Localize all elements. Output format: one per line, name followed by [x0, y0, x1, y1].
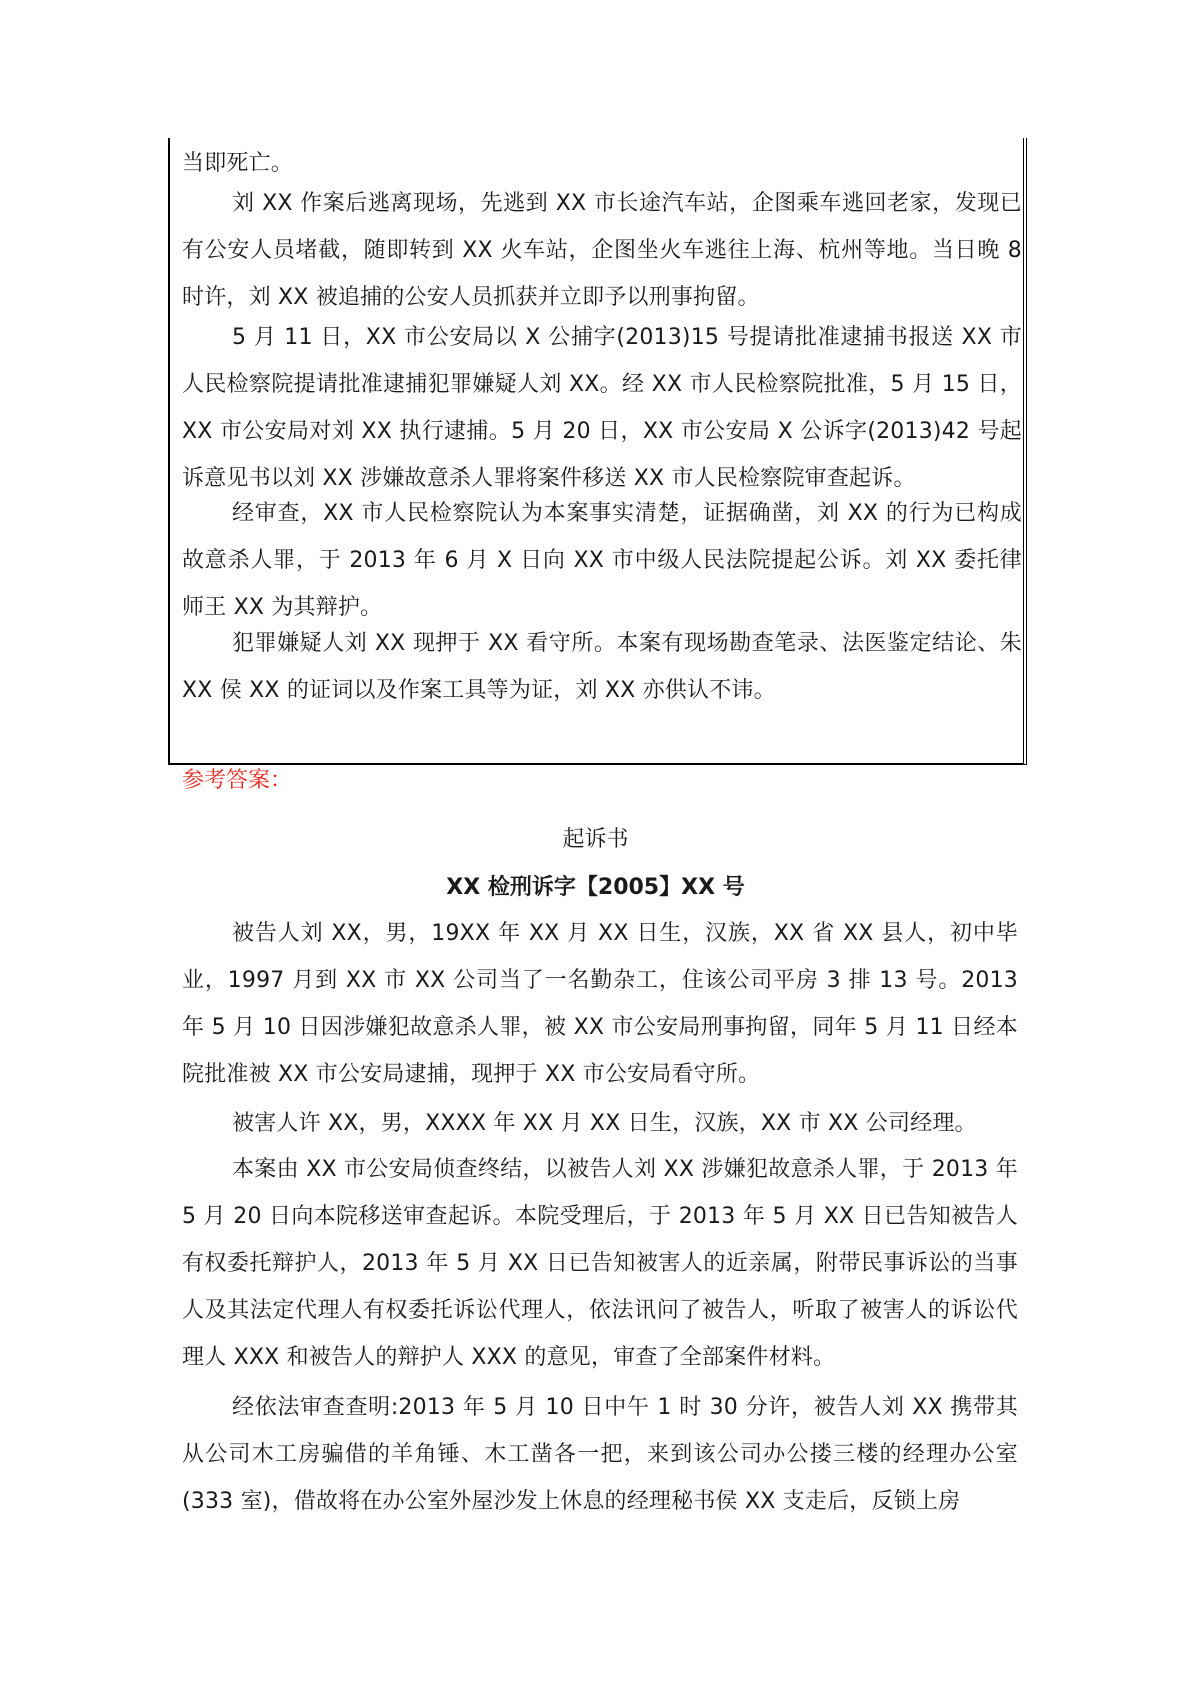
case-paragraph: 5 月 11 日，XX 市公安局以 X 公捕字(2013)15 号提请批准逮捕书报送 XX 市人民检察院提请批准逮捕犯罪嫌疑人刘 XX。经 XX 市人民检察院批准，5 月 15 日，XX 市公安局对刘 XX 执行逮捕。5 月 20 日，XX 市公安局 X 公诉字(2013)42 号起诉意见书以刘 XX 涉嫌故意杀人罪将案件移送 XX 市人民检察院审查起诉。 [182, 325, 1022, 491]
indictment-paragraph: 经依法审查查明:2013 年 5 月 10 日中午 1 时 30 分许，被告人刘 XX 携带其从公司木工房骗借的羊角锤、木工凿各一把，来到该公司办公搂三楼的经理办公室(333 室)，借故将在办公室外屋沙发上休息的经理秘书侯 XX 支走后，反锁上房 [182, 1395, 1018, 1514]
case-paragraph: 经审查，XX 市人民检察院认为本案事实清楚，证据确凿，刘 XX 的行为已构成故意杀人罪，于 2013 年 6 月 X 日向 XX 市中级人民法院提起公诉。刘 XX 委托律师王 XX 为其辩护。 [182, 501, 1022, 620]
indictment-paragraph: 被害人许 XX，男，XXXX 年 XX 月 XX 日生，汉族，XX 市 XX 公司经理。 [232, 1111, 977, 1136]
case-paragraph: 当即死亡。 [182, 151, 294, 176]
document-title: 起诉书 [562, 827, 629, 852]
document-number: XX 检刑诉字【2005】XX 号 [446, 875, 745, 900]
indictment-paragraph: 本案由 XX 市公安局侦查终结，以被告人刘 XX 涉嫌犯故意杀人罪，于 2013 年 5 月 20 日向本院移送审查起诉。本院受理后，于 2013 年 5 月 XX 日已告知被告人有权委托辩护人，2013 年 5 月 XX 日已告知被害人的近亲属，附带民事诉讼的当事人及其法定代理人有权委托诉讼代理人，依法讯问了被告人，听取了被害人的诉讼代理人 XXX 和被告人的辩护人 XXX 的意见，审查了全部案件材料。 [182, 1157, 1018, 1370]
indictment-paragraph: 被告人刘 XX，男，19XX 年 XX 月 XX 日生，汉族，XX 省 XX 县人，初中毕业，1997 月到 XX 市 XX 公司当了一名勤杂工，住该公司平房 3 排 13 号。2013 年 5 月 10 日因涉嫌犯故意杀人罪，被 XX 市公安局刑事拘留，同年 5 月 11 日经本院批准被 XX 市公安局逮捕，现押于 XX 市公安局看守所。 [182, 921, 1018, 1087]
answer-label: 参考答案： [182, 768, 293, 793]
case-paragraph: 犯罪嫌疑人刘 XX 现押于 XX 看守所。本案有现场勘查笔录、法医鉴定结论、朱 XX 侯 XX 的证词以及作案工具等为证，刘 XX 亦供认不讳。 [182, 631, 1022, 703]
case-paragraph: 刘 XX 作案后逃离现场，先逃到 XX 市长途汽车站，企图乘车逃回老家，发现已有公安人员堵截，随即转到 XX 火车站，企图坐火车逃往上海、杭州等地。当日晚 8 时许，刘 XX 被追捕的公安人员抓获并立即予以刑事拘留。 [182, 191, 1022, 310]
